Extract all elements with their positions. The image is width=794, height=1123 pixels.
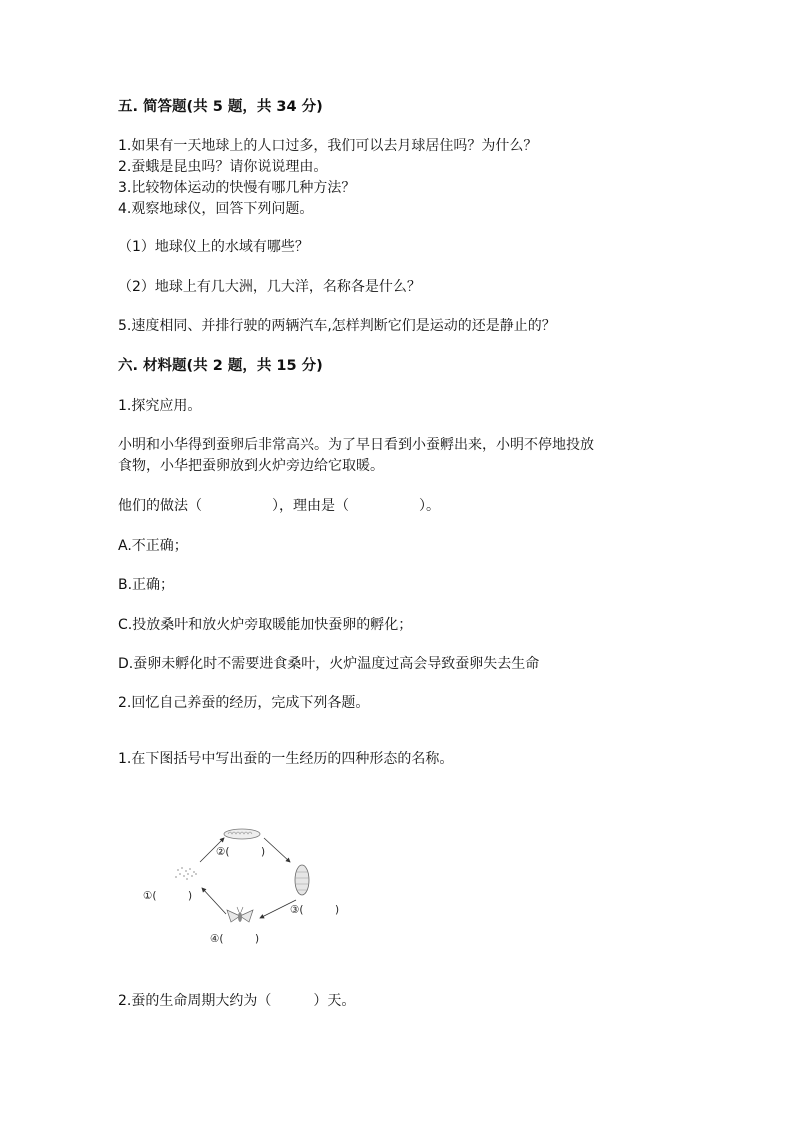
- arrow-moth-to-eggs: [202, 888, 226, 914]
- question-6-1-paragraph-line2: 食物，小华把蚕卵放到火炉旁边给它取暖。: [118, 458, 384, 474]
- question-5-4-part1: （1）地球仪上的水域有哪些？: [118, 239, 309, 255]
- larva-icon: [224, 829, 260, 839]
- question-5-1: 1.如果有一天地球上的人口过多，我们可以去月球居住吗？为什么？: [118, 138, 538, 154]
- silkworm-lifecycle-diagram: [140, 822, 370, 954]
- stage-label-1: ①( ): [143, 890, 193, 902]
- arrow-larva-to-cocoon: [264, 838, 290, 862]
- question-5-2: 2.蚕蛾是昆虫吗？请你说说理由。: [118, 159, 328, 175]
- option-a: A.不正确；: [118, 538, 188, 554]
- question-6-1-paragraph-line1: 小明和小华得到蚕卵后非常高兴。为了早日看到小蚕孵出来，小明不停地投放: [118, 437, 594, 453]
- question-6-1-title: 1.探究应用。: [118, 398, 202, 414]
- question-5-3: 3.比较物体运动的快慢有哪几种方法？: [118, 180, 356, 196]
- moth-icon: [227, 907, 253, 922]
- question-5-4: 4.观察地球仪，回答下列问题。: [118, 201, 314, 217]
- stage-label-4: ④( ): [210, 933, 260, 945]
- cocoon-icon: [295, 865, 309, 895]
- stage-label-3: ③( ): [290, 904, 340, 916]
- stage-label-2: ②( ): [216, 846, 266, 858]
- question-6-2-sub1: 1.在下图括号中写出蚕的一生经历的四种形态的名称。: [118, 751, 454, 767]
- question-6-2-title: 2.回忆自己养蚕的经历，完成下列各题。: [118, 695, 370, 711]
- question-5-5: 5.速度相同、并排行驶的两辆汽车,怎样判断它们是运动的还是静止的？: [118, 318, 556, 334]
- question-6-1-fill-blank: 他们的做法（ ），理由是（ ）。: [118, 498, 440, 514]
- question-6-2-sub2: 2.蚕的生命周期大约为（ ）天。: [118, 993, 356, 1009]
- section5-heading: 五. 简答题(共 5 题，共 34 分): [118, 99, 323, 115]
- option-d: D.蚕卵未孵化时不需要进食桑叶，火炉温度过高会导致蚕卵失去生命: [118, 656, 540, 672]
- section6-heading: 六. 材料题(共 2 题，共 15 分): [118, 358, 323, 374]
- option-b: B.正确；: [118, 577, 175, 593]
- eggs-icon: [175, 867, 197, 880]
- option-c: C.投放桑叶和放火炉旁取暖能加快蚕卵的孵化；: [118, 617, 413, 633]
- question-5-4-part2: （2）地球上有几大洲，几大洋，名称各是什么？: [118, 279, 421, 295]
